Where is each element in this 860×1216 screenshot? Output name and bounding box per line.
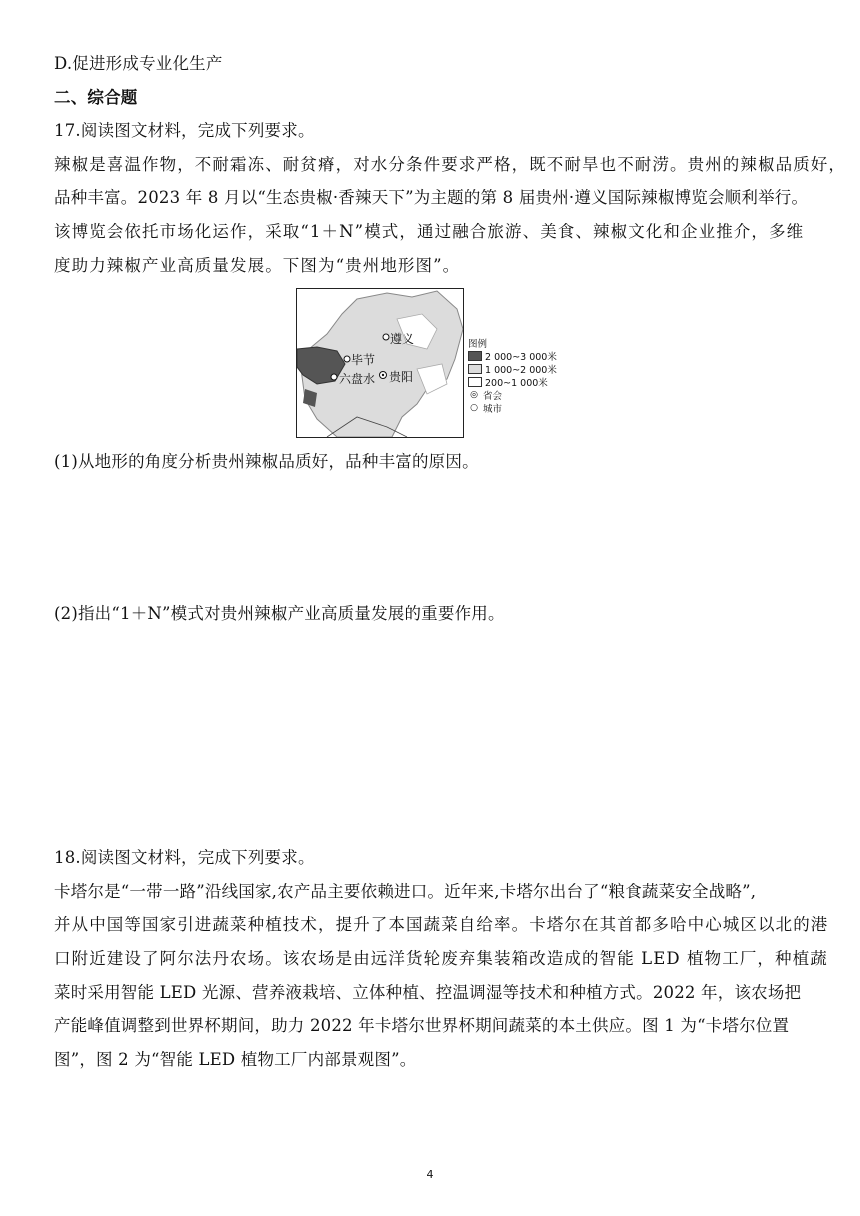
q18-material-line-1: 卡塔尔是“一带一路”沿线国家,农产品主要依赖进口。近年来,卡塔尔出台了“粮食蔬菜安全战略”, bbox=[54, 882, 757, 901]
question-17-part-1: (1)从地形的角度分析贵州辣椒品质好，品种丰富的原因。 bbox=[54, 452, 479, 471]
legend-swatch-high bbox=[468, 351, 482, 361]
question-17-title: 17.阅读图文材料，完成下列要求。 bbox=[54, 121, 315, 140]
guiyang-marker-dot bbox=[382, 374, 384, 376]
legend-label-capital: 省会 bbox=[483, 390, 503, 402]
legend-label-low: 200~1 000米 bbox=[485, 377, 548, 389]
city-label-liupanshui: 六盘水 bbox=[339, 372, 376, 386]
city-label-guiyang: 贵阳 bbox=[389, 370, 414, 384]
legend-item-capital bbox=[468, 388, 557, 401]
city-label-bijie: 毕节 bbox=[351, 353, 376, 367]
liupanshui-marker bbox=[331, 374, 337, 380]
question-17-part-2: (2)指出“1＋N”模式对贵州辣椒产业高质量发展的重要作用。 bbox=[54, 604, 505, 623]
section-heading: 二、综合题 bbox=[54, 88, 138, 107]
option-d: D.促进形成专业化生产 bbox=[54, 54, 223, 73]
q18-material-line-5: 产能峰值调整到世界杯期间，助力 2022 年卡塔尔世界杯期间蔬菜的本土供应。图 1 为“卡塔尔位置 bbox=[54, 1016, 790, 1035]
legend-label-city: 城市 bbox=[483, 403, 503, 415]
page-number: 4 bbox=[426, 1168, 434, 1181]
legend-swatch-low bbox=[468, 377, 482, 387]
map-frame bbox=[296, 288, 464, 438]
terrain-shapes bbox=[297, 289, 463, 437]
legend-item-high bbox=[468, 349, 557, 362]
q18-material-line-3: 口附近建设了阿尔法丹农场。该农场是由远洋货轮废弃集装箱改造成的智能 LED 植物工厂，种植蔬 bbox=[54, 949, 828, 968]
legend-swatch-mid bbox=[468, 364, 482, 374]
q17-material-line-4: 度助力辣椒产业高质量发展。下图为“贵州地形图”。 bbox=[54, 256, 461, 275]
q18-material-line-2: 并从中国等国家引进蔬菜种植技术，提升了本国蔬菜自给率。卡塔尔在其首都多哈中心城区以北的港 bbox=[54, 915, 829, 934]
legend-item-city bbox=[468, 401, 557, 414]
legend-title: 图例 bbox=[468, 338, 488, 350]
q17-material-line-2: 品种丰富。2023 年 8 月以“生态贵椒·香辣天下”为主题的第 8 届贵州·遵义国际辣椒博览会顺利举行。 bbox=[54, 188, 809, 207]
capital-symbol-icon: ◎ bbox=[470, 389, 478, 400]
legend-label-mid: 1 000~2 000米 bbox=[485, 364, 557, 376]
legend-item-mid bbox=[468, 362, 557, 375]
zunyi-marker bbox=[383, 334, 389, 340]
question-18-title: 18.阅读图文材料，完成下列要求。 bbox=[54, 848, 315, 867]
bijie-marker bbox=[344, 356, 350, 362]
q18-material-line-4: 菜时采用智能 LED 光源、营养液栽培、立体种植、控温调湿等技术和种植方式。2022 年，该农场把 bbox=[54, 983, 802, 1002]
q17-material-line-1: 辣椒是喜温作物，不耐霜冻、耐贫瘠，对水分条件要求严格，既不耐旱也不耐涝。贵州的辣椒品质好， bbox=[54, 155, 846, 174]
q17-material-line-3: 该博览会依托市场化运作，采取“1＋N”模式，通过融合旅游、美食、辣椒文化和企业推介，多维 bbox=[54, 222, 805, 241]
legend-label-high: 2 000~3 000米 bbox=[485, 351, 557, 363]
city-symbol-icon: ○ bbox=[470, 402, 478, 413]
guizhou-terrain-map bbox=[296, 288, 566, 438]
legend-item-low bbox=[468, 375, 557, 388]
q18-material-line-6: 图”，图 2 为“智能 LED 植物工厂内部景观图”。 bbox=[54, 1050, 417, 1069]
map-legend bbox=[468, 336, 557, 414]
city-label-zunyi: 遵义 bbox=[390, 332, 415, 346]
